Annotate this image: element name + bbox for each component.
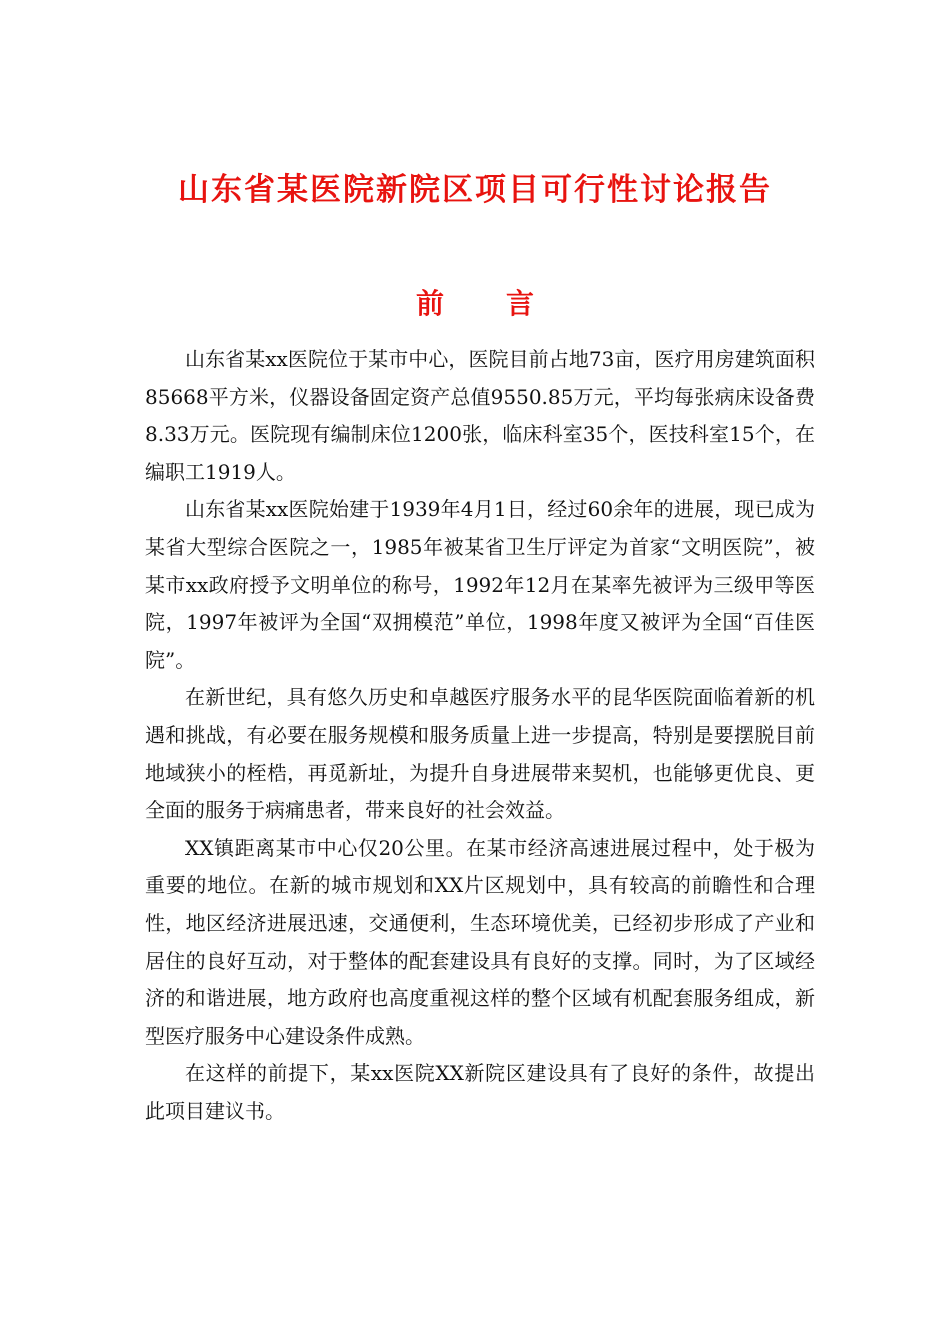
document-title: 山东省某医院新院区项目可行性讨论报告: [178, 172, 772, 208]
paragraph-4: XX镇距离某市中心仅20公里。在某市经济高速进展过程中，处于极为重要的地位。在新的城市规划和XX片区规划中，具有较高的前瞻性和合理性，地区经济进展迅速，交通便利，生态环境优美，已经初步形成了产业和居住的良好互动，对于整体的配套建设具有良好的支撑。同时，为了区域经济的和谐进展，地方政府也高度重视这样的整个区域有机配套服务组成，新型医疗服务中心建设条件成熟。: [145, 835, 815, 1048]
section-heading-left: 前: [415, 287, 444, 320]
section-heading: [0, 282, 950, 326]
paragraph-5: 在这样的前提下，某xx医院XX新院区建设具有了良好的条件，故提出此项目建议书。: [145, 1061, 815, 1123]
section-heading-right: 言: [506, 287, 535, 320]
document-body: [145, 341, 815, 1130]
paragraph-3: 在新世纪，具有悠久历史和卓越医疗服务水平的昆华医院面临着新的机遇和挑战，有必要在服务规模和服务质量上进一步提高，特别是要摆脱目前地域狭小的桎梏，再觅新址，为提升自身进展带来契机，也能够更优良、更全面的服务于病痛患者，带来良好的社会效益。: [145, 685, 815, 823]
paragraph-1: 山东省某xx医院位于某市中心，医院目前占地73亩，医疗用房建筑面积85668平方米，仪器设备固定资产总值9550.85万元，平均每张病床设备费8.33万元。医院现有编制床位1200张，临床科室35个，医技科室15个，在编职工1919人。: [145, 347, 815, 484]
paragraph-2: 山东省某xx医院始建于1939年4月1日，经过60余年的进展，现已成为某省大型综合医院之一，1985年被某省卫生厅评定为首家“文明医院”，被某市xx政府授予文明单位的称号，1992年12月在某率先被评为三级甲等医院，1997年被评为全国“双拥模范”单位，1998年度又被评为全国“百佳医院”。: [145, 497, 815, 672]
